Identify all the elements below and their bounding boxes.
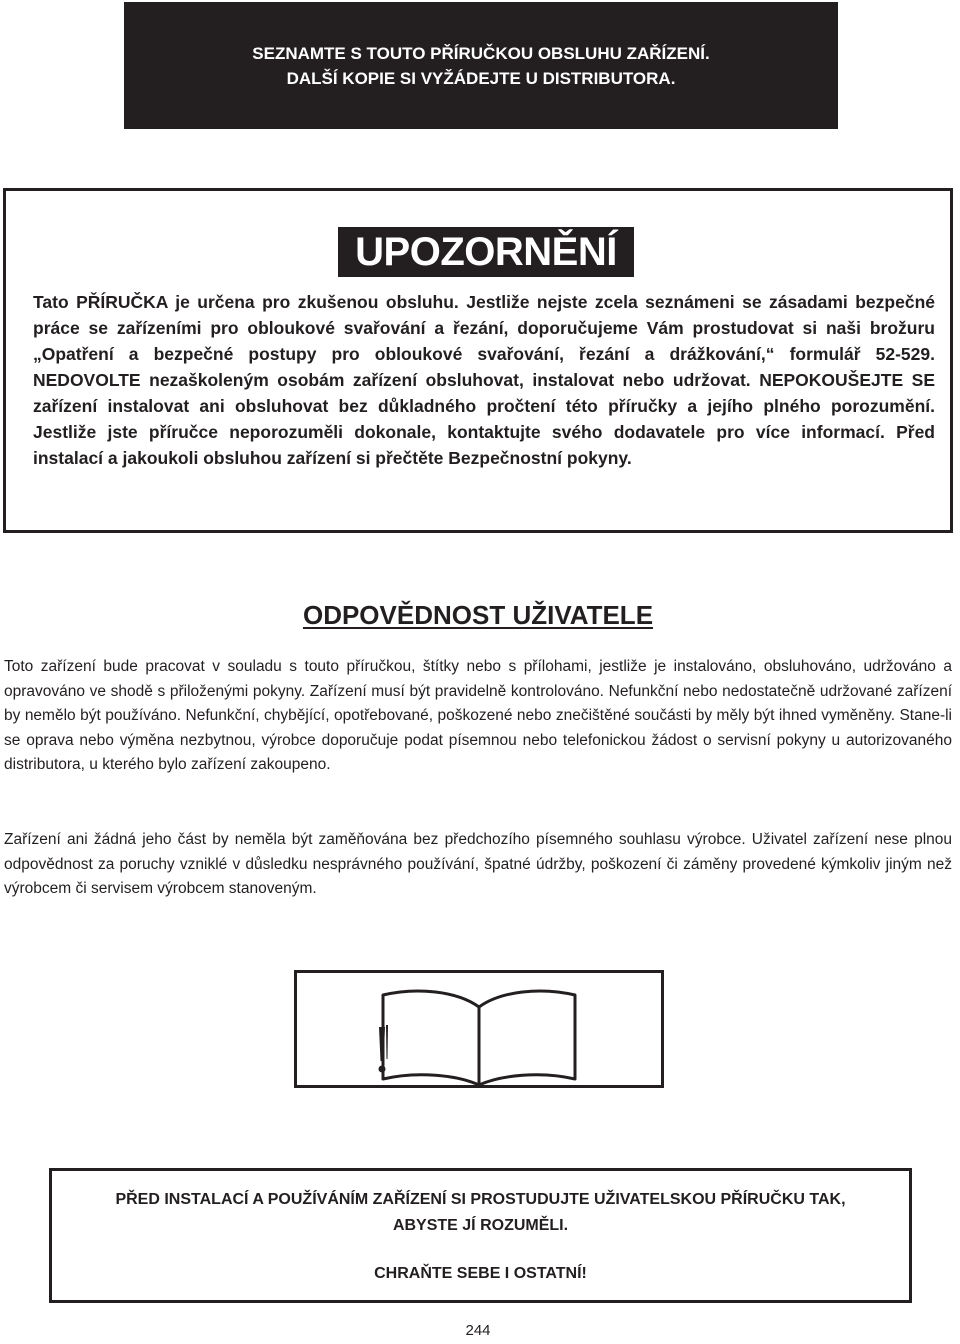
notice-box: [49, 1168, 912, 1303]
banner-line-2: DALŠÍ KOPIE SI VYŽÁDEJTE U DISTRIBUTORA.: [286, 68, 676, 88]
responsibility-title: ODPOVĚDNOST UŽIVATELE: [302, 600, 654, 630]
read-manual-symbol: [294, 970, 664, 1088]
responsibility-paragraph-2: Zařízení ani žádná jeho část by neměla být zaměňována bez předchozího písemného souhlasu výrobce. Uživatel zařízení nese plnou odpovědnost za poruchy vzniklé v důsledku nesprávného používání, špatné údržby, poškození či záměny provedené kýmkoliv jiným než výrobcem či servisem výrobcem stanoveným.: [4, 831, 952, 897]
responsibility-paragraph-1: Toto zařízení bude pracovat v souladu s touto příručkou, štítky nebo s přílohami, jestliže je instalováno, obsluhováno, udržováno a opravováno ve shodě s přiloženými pokyny. Zařízení musí být pravidelně kontrolováno. Nefunkční nebo nedostatečně udržované zařízení by nemělo být používáno. Nefunkční, chybějící, opotřebované, poškozené nebo znečištěné součásti by měly být ihned vyměněny. Stane-li se oprava nebo výměna nezbytnou, výrobce doporučuje podat písemnou nebo telefonickou žádost o servisní pokyny u autorizovaného distributora, u kterého bylo zařízení zakoupeno.: [4, 658, 952, 773]
notice-line-1b: ABYSTE JÍ ROZUMĚLI.: [392, 1217, 569, 1234]
read-manual-warning-icon: [297, 973, 661, 1085]
warning-box: [3, 188, 953, 533]
notice-read-manual: [52, 1187, 909, 1239]
banner-line-1: SEZNAMTE S TOUTO PŘÍRUČKOU OBSLUHU ZAŘÍZENÍ.: [252, 43, 710, 63]
page-number: 244: [465, 1322, 491, 1339]
top-banner: [124, 2, 838, 129]
notice-line-1: PŘED INSTALACÍ A POUŽÍVÁNÍM ZAŘÍZENÍ SI PROSTUDUJTE UŽIVATELSKOU PŘÍRUČKU TAK,: [115, 1191, 846, 1208]
notice-protect: CHRAŇTE SEBE I OSTATNÍ!: [374, 1265, 587, 1282]
warning-text: Tato PŘÍRUČKA je určena pro zkušenou obsluhu. Jestliže nejste zcela seznámeni se zásadami bezpečné práce se zařízeními pro obloukové svařování a řezání, doporučujeme Vám prostudovat si naši brožuru „Opatření a bezpečné postupy pro obloukové svařování, řezání a drážkování,“ formulář 52-529. NEDOVOLTE nezaškoleným osobám zařízení obsluhovat, instalovat nebo udržovat. NEPOKOUŠEJTE SE zařízení instalovat ani obsluhovat bez důkladného pročtení této příručky a jejího plného porozumění. Jestliže jste příručce neporozuměli dokonale, kontaktujte svého dodavatele pro více informací. Před instalací a jakoukoli obsluhou zařízení si přečtěte Bezpečnostní pokyny.: [33, 292, 935, 468]
warning-title: UPOZORNĚNÍ: [338, 227, 634, 277]
